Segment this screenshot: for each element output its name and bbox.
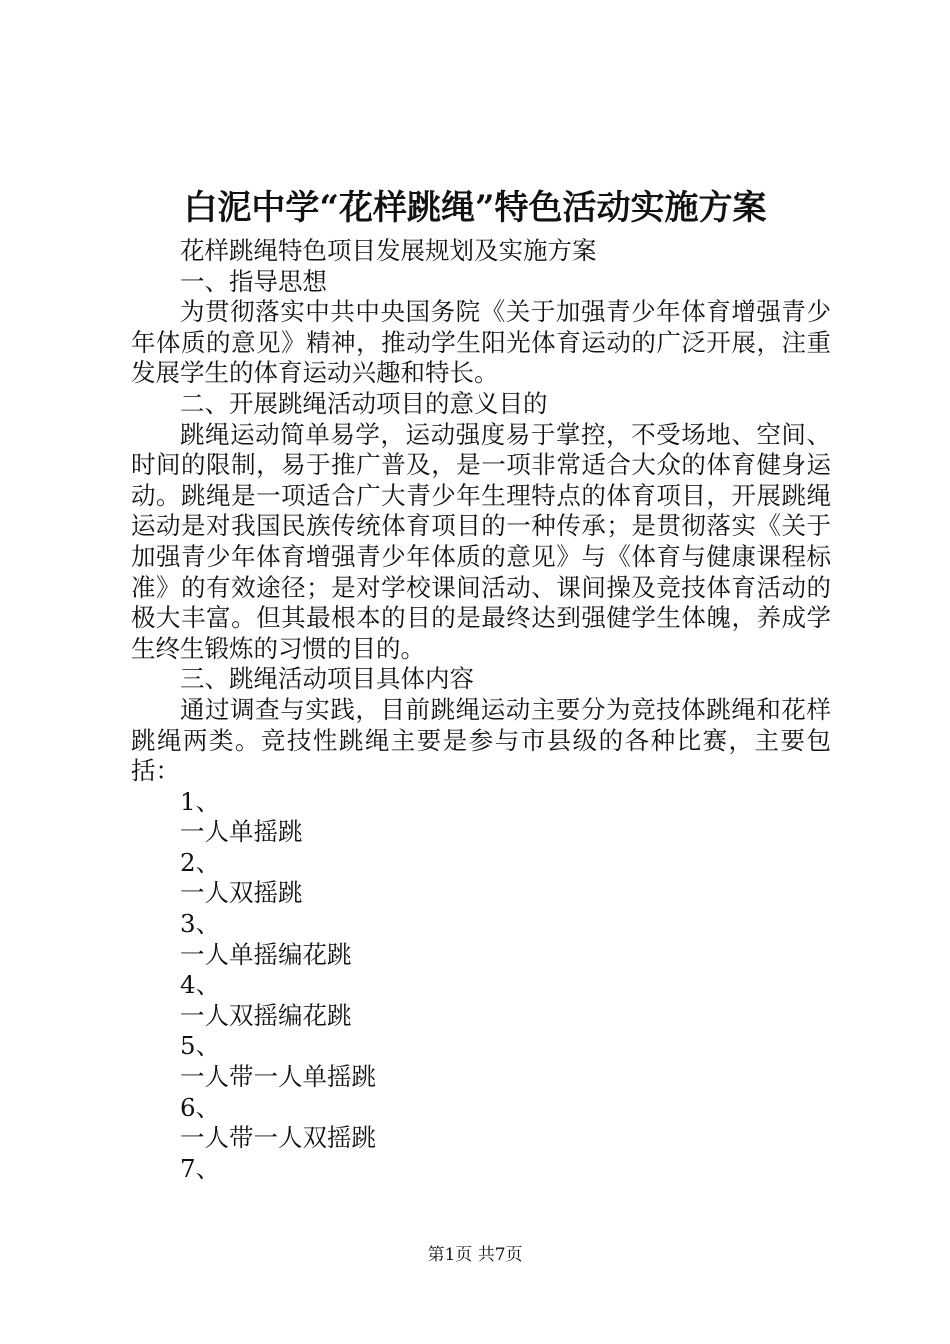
list-item-number: 7、: [180, 1153, 221, 1183]
list-item-number: 2、: [180, 847, 221, 877]
section-paragraph-2: 跳绳运动简单易学，运动强度易于掌控，不受场地、空间、时间的限制，易于推广普及，是一项非常适合大众的体育健身运动。跳绳是一项适合广大青少年生理特点的体育项目，开展跳绳运动是对我国民族传统体育项目的一种传承；是贯彻落实《关于加强青少年体育增强青少年体质的意见》与《体育与健康课程标准》的有效途径；是对学校课间活动、课间操及竞技体育活动的极大丰富。但其最根本的目的是最终达到强健学生体魄，养成学生终生锻炼的习惯的目的。: [131, 419, 831, 663]
section-paragraph-1: 为贯彻落实中共中央国务院《关于加强青少年体育增强青少年体质的意见》精神，推动学生阳光体育运动的广泛开展，注重发展学生的体育运动兴趣和特长。: [131, 297, 831, 388]
list-item: 一人双摇跳: [180, 878, 303, 908]
list-item: 一人单摇编花跳: [180, 939, 352, 969]
section-heading-2: 二、开展跳绳活动项目的意义目的: [180, 388, 548, 418]
list-item-number: 4、: [180, 970, 221, 1000]
list-item-number: 1、: [180, 786, 221, 816]
section-heading-3: 三、跳绳活动项目具体内容: [180, 664, 474, 694]
section-heading-1: 一、指导思想: [180, 266, 327, 296]
list-item-number: 5、: [180, 1031, 221, 1061]
document-body: [131, 236, 831, 1184]
section-paragraph-3: 通过调查与实践，目前跳绳运动主要分为竞技体跳绳和花样跳绳两类。竞技性跳绳主要是参与市县级的各种比赛，主要包括：: [131, 694, 831, 786]
document-title: 白泥中学“花样跳绳”特色活动实施方案: [183, 188, 767, 228]
list-item: 一人带一人单摇跳: [180, 1062, 376, 1092]
list-item-number: 6、: [180, 1092, 221, 1122]
subtitle: 花样跳绳特色项目发展规划及实施方案: [180, 236, 597, 265]
list-item: 一人双摇编花跳: [180, 1000, 352, 1030]
page-footer: 第1页 共7页: [427, 1245, 523, 1265]
list-item: 一人单摇跳: [180, 817, 303, 847]
list-item: 一人带一人双摇跳: [180, 1123, 376, 1153]
list-item-number: 3、: [180, 909, 221, 939]
